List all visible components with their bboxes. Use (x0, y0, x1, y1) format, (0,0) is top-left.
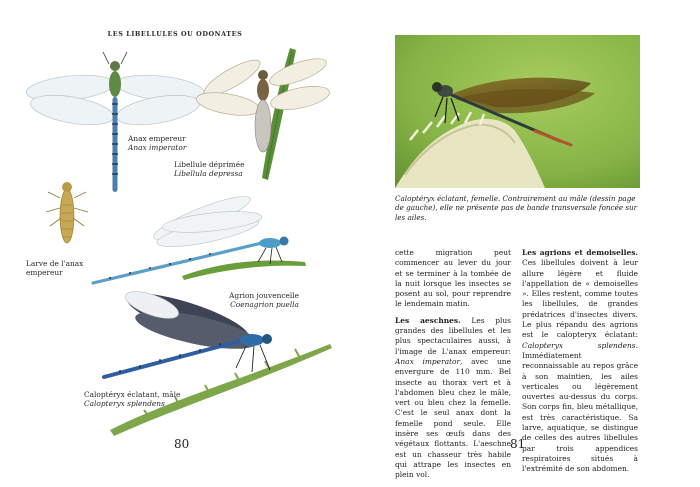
larva-illustration (46, 182, 88, 243)
text-column-1 (395, 248, 511, 487)
caption-calopteryx-latin: Calopteryx splendens (84, 399, 165, 409)
caption-larva-line1: Larve de l'anax (26, 259, 84, 268)
caption-anax-common: Anax empereur (128, 134, 186, 143)
caption-agrion-common: Agrion jouvencelle (229, 291, 299, 300)
left-page (0, 0, 350, 475)
caption-anax-latin: Anax imperator (128, 143, 187, 153)
text-column-2 (522, 248, 638, 481)
paragraph-aeschnes: Les aeschnes. Les plus grandes des libellules et les plus spectaculaires aussi, à l'image de L'anax empereur: Anax imperator, avec une envergure de 110 mm. Bel insecte au thorax vert et à l'abdomen bleu chez le mâle, vert ou bleu chez la femelle. C'est le seul anax dont la femelle pond seule. Elle insère ses œufs dans des végétaux flottants. L'aeschne est un chasseur très habile qui attrape les insectes en plein vol. (395, 315, 511, 480)
caption-libellula-common: Libellule déprimée (174, 160, 245, 169)
paragraph-agrions: Les agrions et demoiselles. Ces libellules doivent à leur allure légère et fluide l'appellation de « demoiselles ». Elles restent, comme toutes les libellules, de grandes prédatrices d'insectes divers. Le plus répandu des agrions est le calopteryx éclatant: Calopteryx splendens. Immédiatement reconnaissable au repos grâce à son maintien, les ailes verticales ou légèrement ouvertes au-dessus du corps. Son corps fin, bleu métallique, est très caractéristique. Sa larve, aquatique, se distingue de celles des autres libellules par trois appendices respiratoires situés à l'extrémité de son abdomen. (522, 248, 638, 474)
page-number-right: 81 (510, 437, 526, 451)
caption-agrion (229, 291, 299, 309)
caption-larva (26, 259, 83, 277)
caption-calopteryx-common: Caloptéryx éclatant, mâle (84, 390, 181, 399)
heading-agrions: Les agrions et demoiselles. (522, 248, 638, 257)
caption-calopteryx (84, 390, 180, 408)
photo-caption: Caloptéryx éclatant, femelle. Contrairement au mâle (dessin page de gauche), elle ne présente pas de bande transversale foncée sur les ailes. (395, 194, 638, 222)
page-number-left: 80 (174, 437, 190, 451)
libellula-illustration (195, 53, 332, 152)
heading-aeschnes: Les aeschnes. (395, 315, 461, 325)
agrion-illustration (93, 189, 306, 283)
caption-libellula (174, 160, 244, 178)
running-head: LES LIBELLULES OU ODONATES (107, 30, 243, 38)
damselfly-photo (395, 35, 640, 188)
caption-larva-line2: empereur (26, 268, 63, 278)
caption-anax (128, 134, 186, 152)
caption-agrion-latin: Coenagrion puella (230, 300, 299, 310)
paragraph-migration: cette migration peut commencer au lever du jour et se terminer à la tombée de la nuit lorsque les insectes se posent au sol, pour reprendre le lendemain matin. (395, 248, 511, 309)
caption-libellula-latin: Libellula depressa (174, 169, 243, 179)
